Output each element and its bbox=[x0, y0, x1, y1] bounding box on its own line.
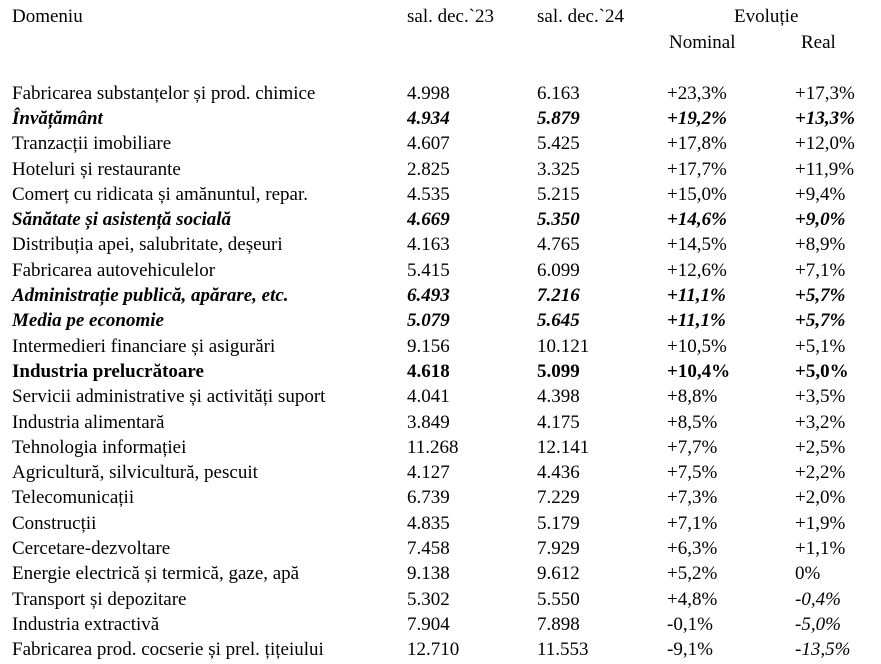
row-salary-dec24: 4.398 bbox=[537, 386, 580, 408]
row-domain: Fabricarea prod. cocserie și prel. țițeiului bbox=[12, 639, 324, 661]
row-salary-dec24: 3.325 bbox=[537, 158, 580, 180]
row-salary-dec24: 5.179 bbox=[537, 512, 580, 534]
row-evolution-real: +1,9% bbox=[795, 512, 846, 534]
row-domain: Agricultură, silvicultură, pescuit bbox=[12, 462, 258, 484]
row-evolution-real: +5,1% bbox=[795, 335, 846, 357]
row-evolution-real: +1,1% bbox=[795, 537, 846, 559]
row-evolution-real: +12,0% bbox=[795, 133, 855, 155]
row-salary-dec23: 3.849 bbox=[407, 411, 450, 433]
table-row bbox=[0, 435, 881, 460]
table-row bbox=[0, 106, 881, 131]
row-domain: Industria extractivă bbox=[12, 613, 160, 635]
row-domain: Energie electrică și termică, gaze, apă bbox=[12, 563, 300, 585]
row-salary-dec23: 7.904 bbox=[407, 613, 450, 635]
row-salary-dec24: 7.898 bbox=[537, 613, 580, 635]
row-domain: Sănătate și asistență socială bbox=[12, 209, 232, 231]
row-domain: Telecomunicații bbox=[12, 487, 135, 509]
row-evolution-real: +9,0% bbox=[795, 209, 846, 231]
table-row bbox=[0, 385, 881, 410]
row-evolution-nominal: +7,3% bbox=[667, 487, 718, 509]
row-domain: Cercetare-dezvoltare bbox=[12, 537, 171, 559]
row-evolution-real: +11,9% bbox=[795, 158, 855, 180]
row-salary-dec24: 12.141 bbox=[537, 436, 590, 458]
header-evolution: Evoluție bbox=[734, 6, 799, 27]
row-evolution-nominal: +10,4% bbox=[667, 360, 731, 382]
table-row bbox=[0, 207, 881, 232]
row-domain: Distribuția apei, salubritate, deșeuri bbox=[12, 234, 283, 256]
row-salary-dec23: 4.835 bbox=[407, 512, 450, 534]
row-domain: Hoteluri și restaurante bbox=[12, 158, 181, 180]
row-evolution-nominal: +10,5% bbox=[667, 335, 727, 357]
header-real: Real bbox=[801, 32, 836, 53]
row-salary-dec23: 2.825 bbox=[407, 158, 450, 180]
row-evolution-real: +7,1% bbox=[795, 259, 846, 281]
row-evolution-real: +3,5% bbox=[795, 386, 846, 408]
table-row bbox=[0, 182, 881, 207]
table-row bbox=[0, 511, 881, 536]
table-row bbox=[0, 638, 881, 663]
row-salary-dec23: 9.156 bbox=[407, 335, 450, 357]
row-evolution-real: -13,5% bbox=[795, 639, 851, 661]
row-salary-dec24: 6.163 bbox=[537, 82, 580, 104]
row-evolution-real: +9,4% bbox=[795, 183, 846, 205]
row-domain: Construcții bbox=[12, 512, 97, 534]
row-salary-dec23: 5.415 bbox=[407, 259, 450, 281]
row-domain: Intermedieri financiare și asigurări bbox=[12, 335, 276, 357]
row-salary-dec24: 4.436 bbox=[537, 462, 580, 484]
row-salary-dec24: 11.553 bbox=[537, 639, 589, 661]
row-evolution-nominal: +7,5% bbox=[667, 462, 718, 484]
row-domain: Administrație publică, apărare, etc. bbox=[12, 285, 289, 307]
table-row bbox=[0, 157, 881, 182]
row-evolution-real: +5,7% bbox=[795, 310, 846, 332]
row-evolution-nominal: +5,2% bbox=[667, 563, 718, 585]
table-row bbox=[0, 460, 881, 485]
row-evolution-real: 0% bbox=[795, 563, 821, 585]
row-evolution-nominal: +7,7% bbox=[667, 436, 718, 458]
row-evolution-nominal: +19,2% bbox=[667, 107, 727, 129]
row-salary-dec24: 7.929 bbox=[537, 537, 580, 559]
row-salary-dec23: 5.302 bbox=[407, 588, 450, 610]
row-salary-dec24: 5.099 bbox=[537, 360, 580, 382]
row-evolution-real: +3,2% bbox=[795, 411, 846, 433]
row-evolution-nominal: +7,1% bbox=[667, 512, 718, 534]
row-evolution-nominal: +17,8% bbox=[667, 133, 727, 155]
table-row bbox=[0, 536, 881, 561]
row-salary-dec23: 4.041 bbox=[407, 386, 450, 408]
row-evolution-real: +2,5% bbox=[795, 436, 846, 458]
table-row bbox=[0, 132, 881, 157]
table-row bbox=[0, 612, 881, 637]
row-evolution-real: +5,7% bbox=[795, 285, 846, 307]
row-salary-dec23: 11.268 bbox=[407, 436, 459, 458]
row-evolution-real: -0,4% bbox=[795, 588, 841, 610]
row-salary-dec23: 4.535 bbox=[407, 183, 450, 205]
row-salary-dec23: 6.739 bbox=[407, 487, 450, 509]
row-evolution-nominal: +4,8% bbox=[667, 588, 718, 610]
table-row bbox=[0, 359, 881, 384]
row-evolution-nominal: -9,1% bbox=[667, 639, 713, 661]
row-domain: Tehnologia informației bbox=[12, 436, 187, 458]
table-row bbox=[0, 309, 881, 334]
header-dec23: sal. dec.`23 bbox=[407, 6, 495, 27]
row-salary-dec23: 9.138 bbox=[407, 563, 450, 585]
row-salary-dec24: 7.229 bbox=[537, 487, 580, 509]
row-salary-dec24: 5.425 bbox=[537, 133, 580, 155]
header-domain: Domeniu bbox=[12, 6, 83, 27]
row-evolution-nominal: +11,1% bbox=[667, 310, 726, 332]
row-evolution-nominal: +14,6% bbox=[667, 209, 727, 231]
row-salary-dec23: 7.458 bbox=[407, 537, 450, 559]
row-evolution-nominal: +15,0% bbox=[667, 183, 727, 205]
row-domain: Fabricarea autovehiculelor bbox=[12, 259, 216, 281]
row-salary-dec24: 9.612 bbox=[537, 563, 580, 585]
row-evolution-nominal: +12,6% bbox=[667, 259, 727, 281]
row-salary-dec23: 6.493 bbox=[407, 285, 450, 307]
row-evolution-nominal: +23,3% bbox=[667, 82, 727, 104]
row-evolution-real: +17,3% bbox=[795, 82, 855, 104]
table-row bbox=[0, 562, 881, 587]
row-salary-dec24: 6.099 bbox=[537, 259, 580, 281]
row-salary-dec23: 5.079 bbox=[407, 310, 450, 332]
row-salary-dec23: 4.669 bbox=[407, 209, 450, 231]
row-salary-dec23: 12.710 bbox=[407, 639, 460, 661]
row-salary-dec23: 4.607 bbox=[407, 133, 450, 155]
table-row bbox=[0, 334, 881, 359]
row-evolution-nominal: +6,3% bbox=[667, 537, 718, 559]
table-row bbox=[0, 81, 881, 106]
row-evolution-real: +2,0% bbox=[795, 487, 846, 509]
salary-table-body bbox=[0, 81, 881, 663]
header-dec24: sal. dec.`24 bbox=[537, 6, 625, 27]
row-evolution-nominal: +8,5% bbox=[667, 411, 718, 433]
row-evolution-real: +8,9% bbox=[795, 234, 846, 256]
row-evolution-real: +2,2% bbox=[795, 462, 846, 484]
row-salary-dec24: 4.175 bbox=[537, 411, 580, 433]
row-evolution-nominal: +8,8% bbox=[667, 386, 718, 408]
row-domain: Învățământ bbox=[12, 107, 103, 129]
row-salary-dec24: 5.215 bbox=[537, 183, 580, 205]
table-row bbox=[0, 233, 881, 258]
row-salary-dec24: 5.879 bbox=[537, 107, 580, 129]
table-row bbox=[0, 410, 881, 435]
row-evolution-nominal: +17,7% bbox=[667, 158, 727, 180]
row-salary-dec24: 10.121 bbox=[537, 335, 590, 357]
row-domain: Industria alimentară bbox=[12, 411, 165, 433]
row-salary-dec24: 5.350 bbox=[537, 209, 580, 231]
table-row bbox=[0, 486, 881, 511]
salary-table bbox=[0, 81, 881, 663]
table-row bbox=[0, 258, 881, 283]
row-domain: Tranzacții imobiliare bbox=[12, 133, 172, 155]
row-salary-dec23: 4.127 bbox=[407, 462, 450, 484]
row-domain: Transport și depozitare bbox=[12, 588, 187, 610]
row-domain: Fabricarea substanțelor și prod. chimice bbox=[12, 82, 316, 104]
header-nominal: Nominal bbox=[669, 32, 736, 53]
row-salary-dec23: 4.934 bbox=[407, 107, 450, 129]
row-domain: Comerț cu ridicata și amănuntul, repar. bbox=[12, 183, 308, 205]
row-evolution-nominal: -0,1% bbox=[667, 613, 713, 635]
row-evolution-nominal: +14,5% bbox=[667, 234, 727, 256]
row-salary-dec23: 4.163 bbox=[407, 234, 450, 256]
row-salary-dec24: 4.765 bbox=[537, 234, 580, 256]
row-salary-dec24: 7.216 bbox=[537, 285, 580, 307]
row-domain: Media pe economie bbox=[12, 310, 164, 332]
table-row bbox=[0, 283, 881, 308]
table-row bbox=[0, 587, 881, 612]
row-evolution-real: -5,0% bbox=[795, 613, 841, 635]
row-salary-dec23: 4.998 bbox=[407, 82, 450, 104]
row-evolution-real: +5,0% bbox=[795, 360, 849, 382]
row-domain: Industria prelucrătoare bbox=[12, 360, 204, 382]
row-salary-dec24: 5.550 bbox=[537, 588, 580, 610]
row-domain: Servicii administrative și activități suport bbox=[12, 386, 326, 408]
row-salary-dec24: 5.645 bbox=[537, 310, 580, 332]
row-evolution-nominal: +11,1% bbox=[667, 285, 726, 307]
row-salary-dec23: 4.618 bbox=[407, 360, 450, 382]
row-evolution-real: +13,3% bbox=[795, 107, 855, 129]
